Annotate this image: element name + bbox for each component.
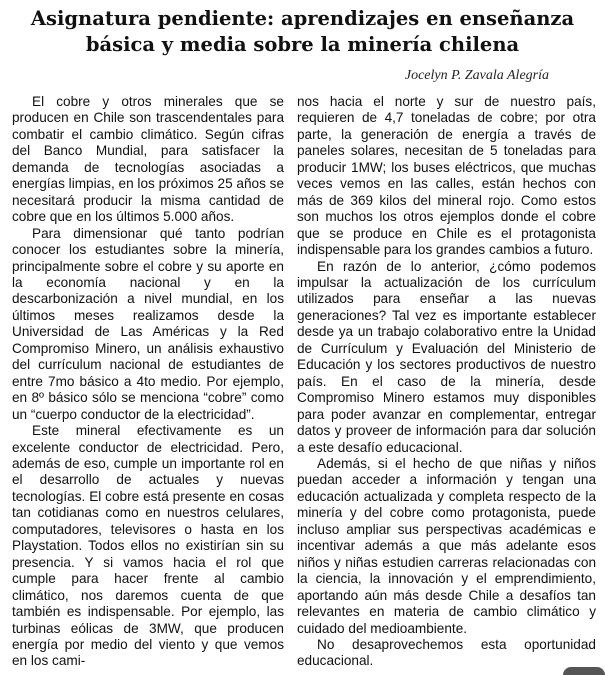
left-column [12, 94, 284, 670]
article-title [0, 6, 605, 58]
title-line-1: Asignatura pendiente: aprendizajes en enseñanza [30, 7, 575, 30]
paragraph: En razón de lo anterior, ¿cómo podemos impulsar la actualización de los currículum utilizados para enseñar a las nuevas generaciones? Tal vez es importante establecer desde ya un trabajo colaborativo entre la Unidad de Currículum y Evaluación del Ministerio de Educación y los sectores productivos de nuestro país. En el caso de la minería, desde Compromiso Minero estamos muy disponibles para poder avanzar en complementar, entregar datos y proveer de información para dar solución a este desafío educacional. [297, 258, 596, 455]
title-line-2: básica y media sobre la minería chilena [85, 33, 520, 56]
paragraph: Este mineral efectivamente es un excelente conductor de electricidad. Pero, además de eso, cumple un importante rol en el desarrollo de actuales y nuevas tecnologías. El cobre está presente en cosas tan cotidianas como en nuestros celulares, computadores, televisores o hasta en los Playstation. Todos ellos no existirían sin su presencia. Y si vamos hacia el rol que cumple para hacer frente al cambio climático, nos daremos cuenta de que también es indispensable. Por ejemplo, las turbinas eólicas de 3MW, que producen energía por medio del viento y que vemos en los cami- [12, 423, 284, 669]
right-column [297, 94, 596, 670]
paragraph: No desaprovechemos esta oportunidad educacional. [297, 636, 596, 669]
paragraph: El cobre y otros minerales que se producen en Chile son trascendentales para combatir el cambio climático. Según cifras del Banco Mundial, para satisfacer la demanda de tecnologías asociadas a energías limpias, en los próximos 25 años se necesitará producir la misma cantidad de cobre que en los últimos 5.000 años. [12, 94, 285, 225]
author-byline: Jocelyn P. Zavala Alegría [404, 68, 549, 83]
paragraph: Además, si el hecho de que niñas y niños puedan acceder a información y tengan una educación actualizada y completa respecto de la minería y del cobre como protagonista, puede incluso ampliar sus perspectivas académicas e incentivar además a que más adelante esos niños y niñas estudien carreras relacionadas con la ciencia, la innovación y el emprendimiento, aportando aún más desde Chile a desafíos tan relevantes en materia de cambio climático y cuidado del medioambiente. [297, 455, 596, 636]
paragraph-continued: nos hacia el norte y sur de nuestro país, requieren de 4,7 toneladas de cobre; por otra parte, la generación de energía a través de paneles solares, necesitan de 5 toneladas para producir 1MW; los buses eléctricos, que muchas veces vemos en las calles, están hechos con más de 369 kilos del mineral rojo. Como estos son muchos los otros ejemplos donde el cobre que se produce en Chile es el protagonista indispensable para los grandes cambios a futuro. [297, 94, 596, 258]
paragraph: Para dimensionar qué tanto podrían conocer los estudiantes sobre la minería, principalmente sobre el cobre y su aporte en la economía nacional y en la descarbonización a nivel mundial, en los últimos meses realizamos desde la Universidad de Las Américas y la Red Compromiso Minero, un análisis exhaustivo del currículum nacional de estudiantes de entre 7mo básico a 4to medio. Por ejemplo, en 8º básico sólo se menciona “cobre” como un “cuerpo conductor de la electricidad”. [12, 225, 284, 422]
page-corner-mark [563, 667, 605, 675]
